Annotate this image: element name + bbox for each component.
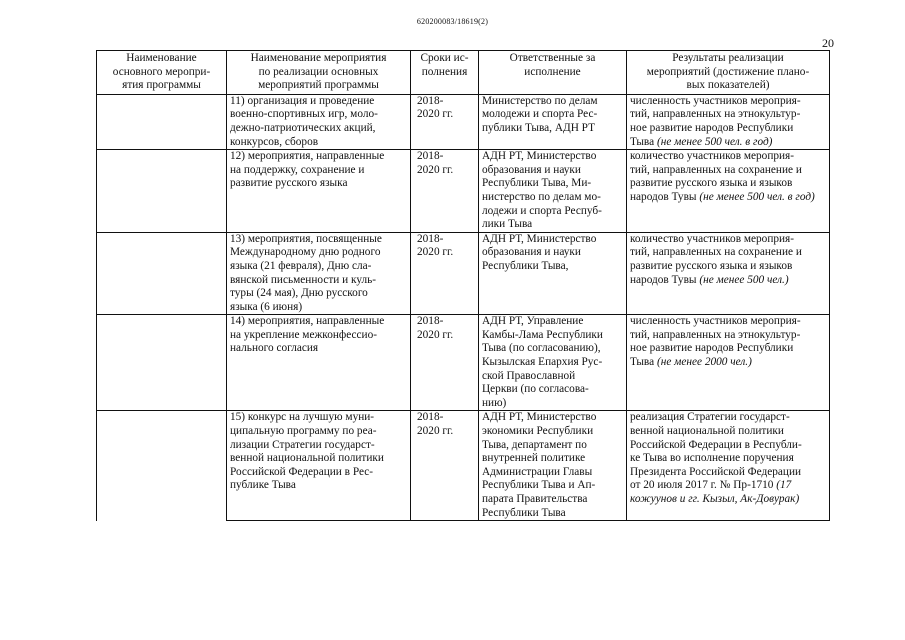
header-event-name-line: по реализации основных <box>258 65 379 78</box>
result-text-line: количество участников мероприя- <box>630 150 795 163</box>
responsible-text-line: Министерство по делам <box>482 94 598 107</box>
result-text-line: от 20 июля 2017 г. № Пр-1710 (17 кожуунов и гг. Кызыл, Ак-Довурак) <box>630 479 800 505</box>
event-text-line: публике Тыва <box>230 479 296 492</box>
term-cell <box>411 411 479 521</box>
result-text-line: количество участников мероприя- <box>630 232 795 245</box>
term-text-line: 2018- <box>417 232 444 245</box>
table-row <box>97 411 830 521</box>
term-text-line: 2018- <box>417 315 444 328</box>
table-row <box>97 232 830 315</box>
term-cell <box>411 232 479 315</box>
result-target-note: (не менее 500 чел. в год) <box>656 135 773 148</box>
responsible-text-line: Республики Тыва, <box>482 259 569 272</box>
term-text-line: 2020 гг. <box>417 328 454 341</box>
result-text-line: развитие русского языка и языков <box>630 177 793 190</box>
table-header-row <box>97 51 830 95</box>
responsible-text-line: молодежи и спорта Рес- <box>482 108 598 121</box>
event-text-line: 12) мероприятия, направленные <box>230 150 385 163</box>
result-text-line: венной национальной политики <box>630 425 784 438</box>
result-cell <box>627 315 830 411</box>
header-main-activity <box>97 51 227 95</box>
responsible-text-line: Кызылская Епархия Рус- <box>482 356 603 369</box>
responsible-text-line: АДН РТ, Министерство <box>482 150 597 163</box>
responsible-text-line: Камбы-Лама Республики <box>482 328 603 341</box>
result-text-line: народов Тувы (не менее 500 чел. в год) <box>630 190 815 203</box>
result-text-line: тий, направленных на этнокультур- <box>630 108 801 121</box>
term-cell <box>411 94 479 149</box>
event-text-line: языка (21 февраля), Дню сла- <box>230 259 372 272</box>
header-responsible-line: Ответственные за <box>509 52 596 64</box>
responsible-cell <box>479 411 627 521</box>
event-text-line: 13) мероприятия, посвященные <box>230 232 382 245</box>
event-text-line: ципальную программу по реа- <box>230 425 377 438</box>
event-text-line: туры (24 мая), Дню русского <box>230 287 368 300</box>
result-text-line: численность участников мероприя- <box>630 94 801 107</box>
event-text-line: развитие русского языка <box>230 177 348 190</box>
responsible-text-line: лики Тыва <box>482 218 533 231</box>
responsible-text-line: АДН РТ, Министерство <box>482 232 597 245</box>
page-number: 20 <box>822 36 834 50</box>
event-cell <box>227 232 411 315</box>
event-text-line: Международному дню родного <box>230 246 381 259</box>
event-text-line: языка (6 июня) <box>230 300 303 313</box>
result-target-note: (17 кожуунов и гг. Кызыл, Ак-Довурак) <box>630 479 800 505</box>
responsible-text-line: нию) <box>482 396 507 409</box>
result-target-note: (не менее 500 чел. в год) <box>699 190 815 203</box>
responsible-text-line: публики Тыва, АДН РТ <box>482 121 595 134</box>
result-text-line: ке Тыва во исполнение поручения <box>630 452 794 465</box>
responsible-text-line: Тыва, департамент по <box>482 438 587 451</box>
result-text-line: Президента Российской Федерации <box>630 465 802 478</box>
header-responsible-line: исполнение <box>524 65 581 78</box>
event-text-line: вянской письменности и куль- <box>230 273 377 286</box>
event-text-line: Российской Федерации в Рес- <box>230 465 374 478</box>
event-cell <box>227 150 411 233</box>
responsible-text-line: Церкви (по согласова- <box>482 383 589 396</box>
table-row <box>97 94 830 149</box>
header-event-name-line: Наименование мероприятия <box>250 52 387 64</box>
event-cell <box>227 315 411 411</box>
responsible-text-line: Администрации Главы <box>482 465 593 478</box>
term-text-line: 2020 гг. <box>417 246 454 259</box>
header-results-line: Результаты реализации <box>672 52 784 64</box>
program-table <box>96 50 830 521</box>
term-text-line: 2020 гг. <box>417 108 454 121</box>
responsible-text-line: внутренней политике <box>482 452 586 465</box>
event-text-line: на поддержку, сохранение и <box>230 163 365 176</box>
event-text-line: венной национальной политики <box>230 452 384 465</box>
event-cell <box>227 94 411 149</box>
main-activity-cell <box>97 150 227 233</box>
header-responsible <box>479 51 627 95</box>
responsible-cell <box>479 150 627 233</box>
event-text-line: конкурсов, сборов <box>230 135 319 148</box>
responsible-cell <box>479 94 627 149</box>
responsible-text-line: парата Правительства <box>482 493 588 505</box>
main-activity-cell <box>97 411 227 521</box>
result-target-note: (не менее 500 чел.) <box>699 273 789 286</box>
header-results <box>627 51 830 95</box>
term-text-line: 2020 гг. <box>417 163 454 176</box>
event-text-line: дежно-патриотических акций, <box>230 121 376 134</box>
event-text-line: на укрепление межконфессио- <box>230 328 377 341</box>
table-row <box>97 315 830 411</box>
event-cell <box>227 411 411 521</box>
responsible-text-line: экономики Республики <box>482 425 594 438</box>
main-activity-cell <box>97 232 227 315</box>
header-main-activity-line: основного меропри- <box>112 65 211 78</box>
responsible-text-line: образования и науки <box>482 163 581 176</box>
header-term-line: полнения <box>421 65 468 78</box>
result-text-line: численность участников мероприя- <box>630 315 801 328</box>
result-cell <box>627 94 830 149</box>
responsible-text-line: Республики Тыва <box>482 506 566 519</box>
event-text-line: лизации Стратегии государст- <box>230 438 375 451</box>
event-text-line: 14) мероприятия, направленные <box>230 315 385 328</box>
responsible-text-line: Республики Тыва и Ап- <box>482 479 596 492</box>
event-text-line: 11) организация и проведение <box>230 94 375 107</box>
term-text-line: 2020 гг. <box>417 425 454 438</box>
header-main-activity-line: ятия программы <box>122 79 201 92</box>
main-activity-cell <box>97 315 227 411</box>
table-row <box>97 150 830 233</box>
responsible-text-line: АДН РТ, Управление <box>482 315 584 328</box>
main-activity-cell <box>97 94 227 149</box>
responsible-text-line: лодежи и спорта Респуб- <box>482 204 602 217</box>
event-text-line: 15) конкурс на лучшую муни- <box>230 411 375 424</box>
responsible-text-line: Республики Тыва, Ми- <box>482 177 592 190</box>
responsible-cell <box>479 315 627 411</box>
result-text-line: Тыва (не менее 2000 чел.) <box>630 356 752 369</box>
event-text-line: военно-спортивных игр, моло- <box>230 108 378 121</box>
term-text-line: 2018- <box>417 411 444 424</box>
term-cell <box>411 150 479 233</box>
header-term-line: Сроки ис- <box>420 52 469 64</box>
result-target-note: (не менее 2000 чел.) <box>656 356 752 369</box>
result-cell <box>627 411 830 521</box>
result-text-line: тий, направленных на сохранение и <box>630 246 802 259</box>
responsible-text-line: образования и науки <box>482 246 581 259</box>
event-text-line: нального согласия <box>230 342 319 355</box>
term-cell <box>411 315 479 411</box>
term-text-line: 2018- <box>417 150 444 163</box>
result-cell <box>627 232 830 315</box>
header-event-name <box>227 51 411 95</box>
responsible-text-line: ской Православной <box>482 369 576 382</box>
result-cell <box>627 150 830 233</box>
result-text-line: Российской Федерации в Республи- <box>630 438 802 451</box>
header-results-line: мероприятий (достижение плано- <box>646 65 810 78</box>
result-text-line: Тыва (не менее 500 чел. в год) <box>630 135 773 148</box>
header-term <box>411 51 479 95</box>
term-text-line: 2018- <box>417 94 444 107</box>
responsible-text-line: нистерство по делам мо- <box>482 190 601 203</box>
result-text-line: тий, направленных на этнокультур- <box>630 328 801 341</box>
responsible-text-line: АДН РТ, Министерство <box>482 411 597 424</box>
responsible-text-line: Тыва (по согласованию), <box>482 342 601 355</box>
header-main-activity-line: Наименование <box>126 52 197 64</box>
result-text-line: ное развитие народов Республики <box>630 342 794 355</box>
header-event-name-line: мероприятий программы <box>258 79 379 92</box>
result-text-line: ное развитие народов Республики <box>630 121 794 134</box>
document-id: 620200083/18619(2) <box>416 17 489 26</box>
result-text-line: тий, направленных на сохранение и <box>630 163 802 176</box>
result-text-line: народов Тувы (не менее 500 чел.) <box>630 273 789 286</box>
result-text-line: реализация Стратегии государст- <box>630 411 790 424</box>
result-text-line: развитие русского языка и языков <box>630 259 793 272</box>
header-results-line: вых показателей) <box>686 79 770 92</box>
responsible-cell <box>479 232 627 315</box>
